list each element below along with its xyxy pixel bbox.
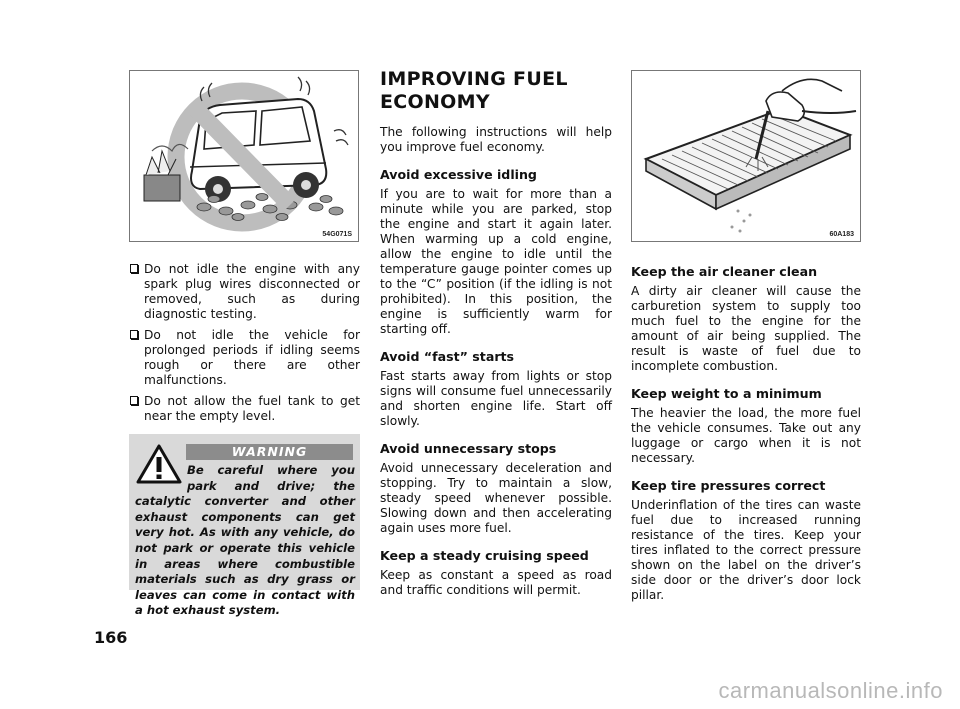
checkbox-bullet-icon [130, 396, 138, 405]
tips-list [130, 262, 360, 430]
section-title: Keep tire pressures correct [631, 478, 826, 493]
section-text: The heavier the load, the more fuel the vehicle consumes. Take out any luggage or cargo when it is not necessary. [631, 406, 861, 465]
section-text: If you are to wait for more than a minute while you are parked, stop the engine and start it again later. When warming up a cold engine, allow the engine to idle until the temperature gauge pointer comes up to the “C” position (if the idling is not prohibited). In this position, the engine is sufficiently warm for starting off. [380, 187, 612, 336]
section-title: Avoid “fast” starts [380, 349, 515, 364]
section-title: Avoid unnecessary stops [380, 441, 557, 456]
section-text: Keep as constant a speed as road and traffic conditions will permit. [380, 568, 612, 597]
page-number: 166 [94, 628, 128, 647]
figure-code: 60A183 [829, 231, 854, 238]
air-filter-cleaning-illustration [632, 71, 860, 241]
warning-box [129, 434, 360, 618]
section-text: A dirty air cleaner will cause the carburetion system to supply too much fuel to the engine for the amount of air being supplied. The result is waste of fuel due to incomplete combustion. [631, 284, 861, 373]
right-column [631, 264, 861, 615]
warning-text: Be careful where you park and drive; the catalytic converter and other exhaust components can get very hot. As with any vehicle, do not park or operate this vehicle in areas where combustible materials such as dry grass or leaves can come in contact with a hot exhaust system. [135, 463, 355, 618]
section-text: Avoid unnecessary deceleration and stopping. Try to maintain a slow, steady speed whenever possible. Slowing down and then accelerating again uses more fuel. [380, 461, 612, 535]
section-title: Keep the air cleaner clean [631, 264, 818, 279]
section-text: Fast starts away from lights or stop signs will consume fuel unnecessarily and shorten engine life. Start off slowly. [380, 369, 612, 428]
no-idling-car-illustration [130, 71, 358, 241]
section-text: Underinflation of the tires can waste fuel due to increased running resistance of the tires. Keep your tires inflated to the correct pressure shown on the label on the driver’s side door or the driver’s door lock pillar. [631, 498, 861, 602]
no-idling-figure [129, 70, 359, 242]
page-title: IMPROVING FUEL ECONOMY [380, 68, 568, 113]
watermark: carmanualsonline.info [718, 678, 943, 703]
air-cleaner-figure [631, 70, 861, 242]
section-title: Keep a steady cruising speed [380, 548, 589, 563]
checkbox-bullet-icon [130, 264, 138, 273]
section-title: Keep weight to a minimum [631, 386, 822, 401]
section-title: Avoid excessive idling [380, 167, 537, 182]
checkbox-bullet-icon [130, 330, 138, 339]
warning-label: WARNING [186, 444, 353, 460]
figure-code: 54G071S [322, 231, 352, 238]
list-item: Do not allow the fuel tank to get near the empty level. [130, 394, 360, 424]
list-item: Do not idle the engine with any spark plug wires disconnected or removed, such as during diagnostic testing. [130, 262, 360, 322]
middle-column [380, 68, 612, 610]
list-item: Do not idle the vehicle for prolonged periods if idling seems rough or there are other malfunctions. [130, 328, 360, 388]
intro-text: The following instructions will help you improve fuel economy. [380, 125, 612, 154]
